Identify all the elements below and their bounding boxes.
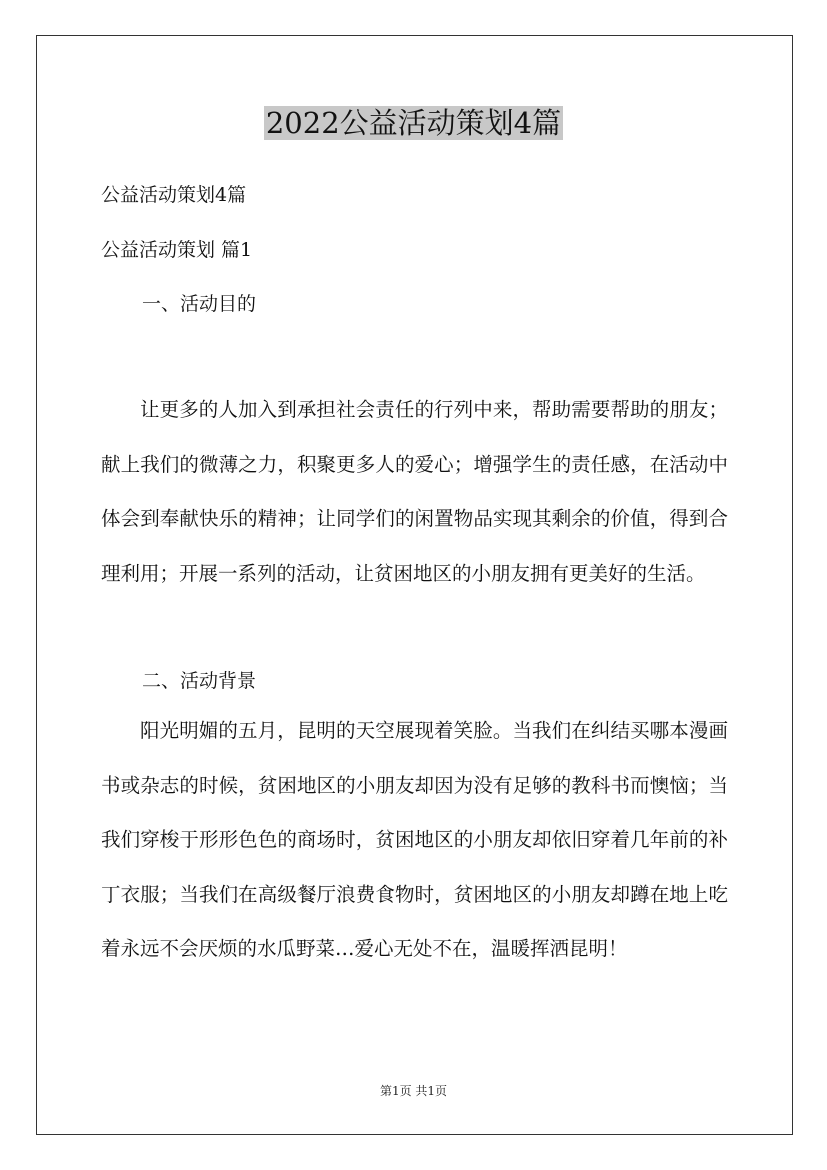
document-title <box>0 103 827 143</box>
section-heading: 公益活动策划 篇1 <box>101 239 253 261</box>
page-footer: 第1页 共1页 <box>379 1084 448 1098</box>
document-title-text: 2022公益活动策划4篇 <box>265 106 562 140</box>
paragraph-activity-background: 阳光明媚的五月，昆明的天空展现着笑脸。当我们在纠结买哪本漫画书或杂志的时候，贫困地区的小朋友却因为没有足够的教科书而懊恼；当我们穿梭于形形色色的商场时，贫困地区的小朋友却依旧穿着几年前的补丁衣服；当我们在高级餐厅浪费食物时，贫困地区的小朋友却蹲在地上吃着永远不会厌烦的水瓜野菜…爱心无处不在，温暖挥洒昆明！ <box>101 719 728 960</box>
paragraph-activity-purpose: 让更多的人加入到承担社会责任的行列中来，帮助需要帮助的朋友；献上我们的微薄之力，积聚更多人的爱心；增强学生的责任感，在活动中体会到奉献快乐的精神；让同学们的闲置物品实现其剩余的价值，得到合理利用；开展一系列的活动，让贫困地区的小朋友拥有更美好的生活。 <box>101 398 728 585</box>
heading-activity-background: 二、活动背景 <box>142 670 257 692</box>
document-subtitle: 公益活动策划4篇 <box>101 184 247 206</box>
heading-activity-purpose: 一、活动目的 <box>142 293 257 315</box>
